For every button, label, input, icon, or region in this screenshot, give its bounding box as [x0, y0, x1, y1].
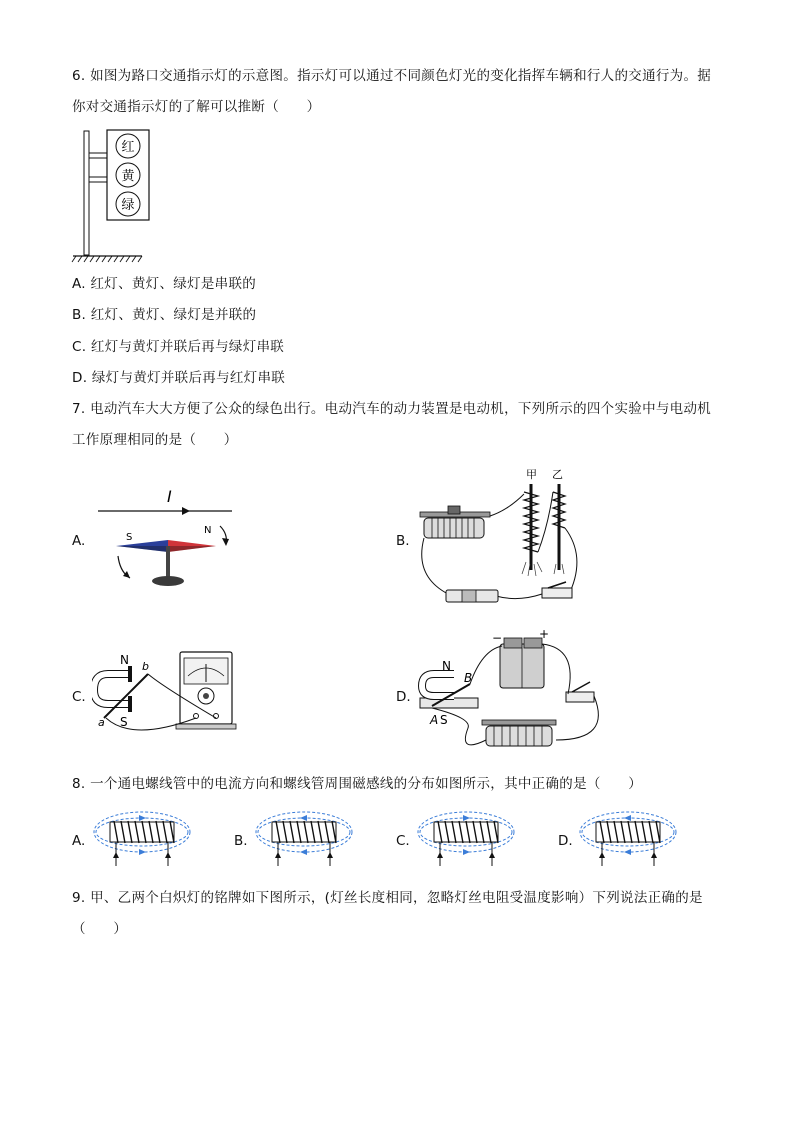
- q8-solenoid-a: [92, 808, 192, 870]
- q7-figure-d-motor: [418, 630, 618, 760]
- magnet-n-label: N: [120, 653, 129, 667]
- q8-label-b[interactable]: B.: [234, 833, 248, 849]
- needle-s-label: S: [126, 532, 133, 543]
- q8-label-d[interactable]: D.: [558, 833, 573, 849]
- q9-line1: 9. 甲、乙两个白炽灯的铭牌如下图所示，(灯丝长度相同，忽略灯丝电阻受温度影响）下列说法正确的是: [72, 890, 703, 906]
- q7-figure-b-electromagnets: [418, 466, 588, 611]
- q9-line2: （ ）: [72, 921, 128, 937]
- rod-a-label: a: [98, 716, 105, 729]
- q8-label-a[interactable]: A.: [72, 833, 86, 849]
- q6-option-d[interactable]: D. 绿灯与黄灯并联后再与红灯串联: [72, 370, 286, 386]
- q6-option-a[interactable]: A. 红灯、黄灯、绿灯是串联的: [72, 276, 257, 292]
- q6-line2: 你对交通指示灯的了解可以推断（ ）: [72, 99, 321, 115]
- traffic-light-figure: [70, 125, 160, 265]
- q7-label-d[interactable]: D.: [396, 689, 411, 705]
- light-green-label: 绿: [121, 198, 135, 213]
- battery-minus-label: −: [492, 631, 503, 645]
- light-red-label: 红: [121, 140, 135, 155]
- magnet-s-label: S: [440, 713, 448, 727]
- q6-option-b[interactable]: B. 红灯、黄灯、绿灯是并联的: [72, 307, 257, 323]
- q7-line1: 7. 电动汽车大大方便了公众的绿色出行。电动汽车的动力装置是电动机，下列所示的四个实验中与电动机: [72, 401, 712, 417]
- q8-line1: 8. 一个通电螺线管中的电流方向和螺线管周围磁感线的分布如图所示，其中正确的是（ ）: [72, 776, 643, 792]
- q8-solenoid-c: [416, 808, 516, 870]
- needle-n-label: N: [204, 525, 212, 536]
- q8-label-c[interactable]: C.: [396, 833, 410, 849]
- q7-figure-a-compass: [92, 480, 252, 595]
- q7-label-b[interactable]: B.: [396, 533, 410, 549]
- magnet-n-label: N: [442, 659, 451, 673]
- q6-option-c[interactable]: C. 红灯与黄灯并联后再与绿灯串联: [72, 339, 285, 355]
- q7-label-c[interactable]: C.: [72, 689, 86, 705]
- magnet-s-label: S: [120, 715, 128, 729]
- battery-plus-label: +: [539, 630, 550, 641]
- rail-b-label: B: [464, 671, 473, 685]
- q7-line2: 工作原理相同的是（ ）: [72, 432, 238, 448]
- current-label: I: [167, 487, 172, 506]
- magnet-jia-label: 甲: [526, 468, 537, 481]
- q7-label-a[interactable]: A.: [72, 533, 86, 549]
- q8-solenoid-d: [578, 808, 678, 870]
- magnet-yi-label: 乙: [552, 468, 563, 481]
- light-yellow-label: 黄: [121, 169, 135, 184]
- q8-solenoid-b: [254, 808, 354, 870]
- rail-a-label: A: [430, 713, 439, 727]
- q7-figure-c-generator: [92, 646, 252, 736]
- q6-line1: 6. 如图为路口交通指示灯的示意图。指示灯可以通过不同颜色灯光的变化指挥车辆和行人的交通行为。据: [72, 68, 712, 84]
- rod-b-label: b: [142, 660, 149, 673]
